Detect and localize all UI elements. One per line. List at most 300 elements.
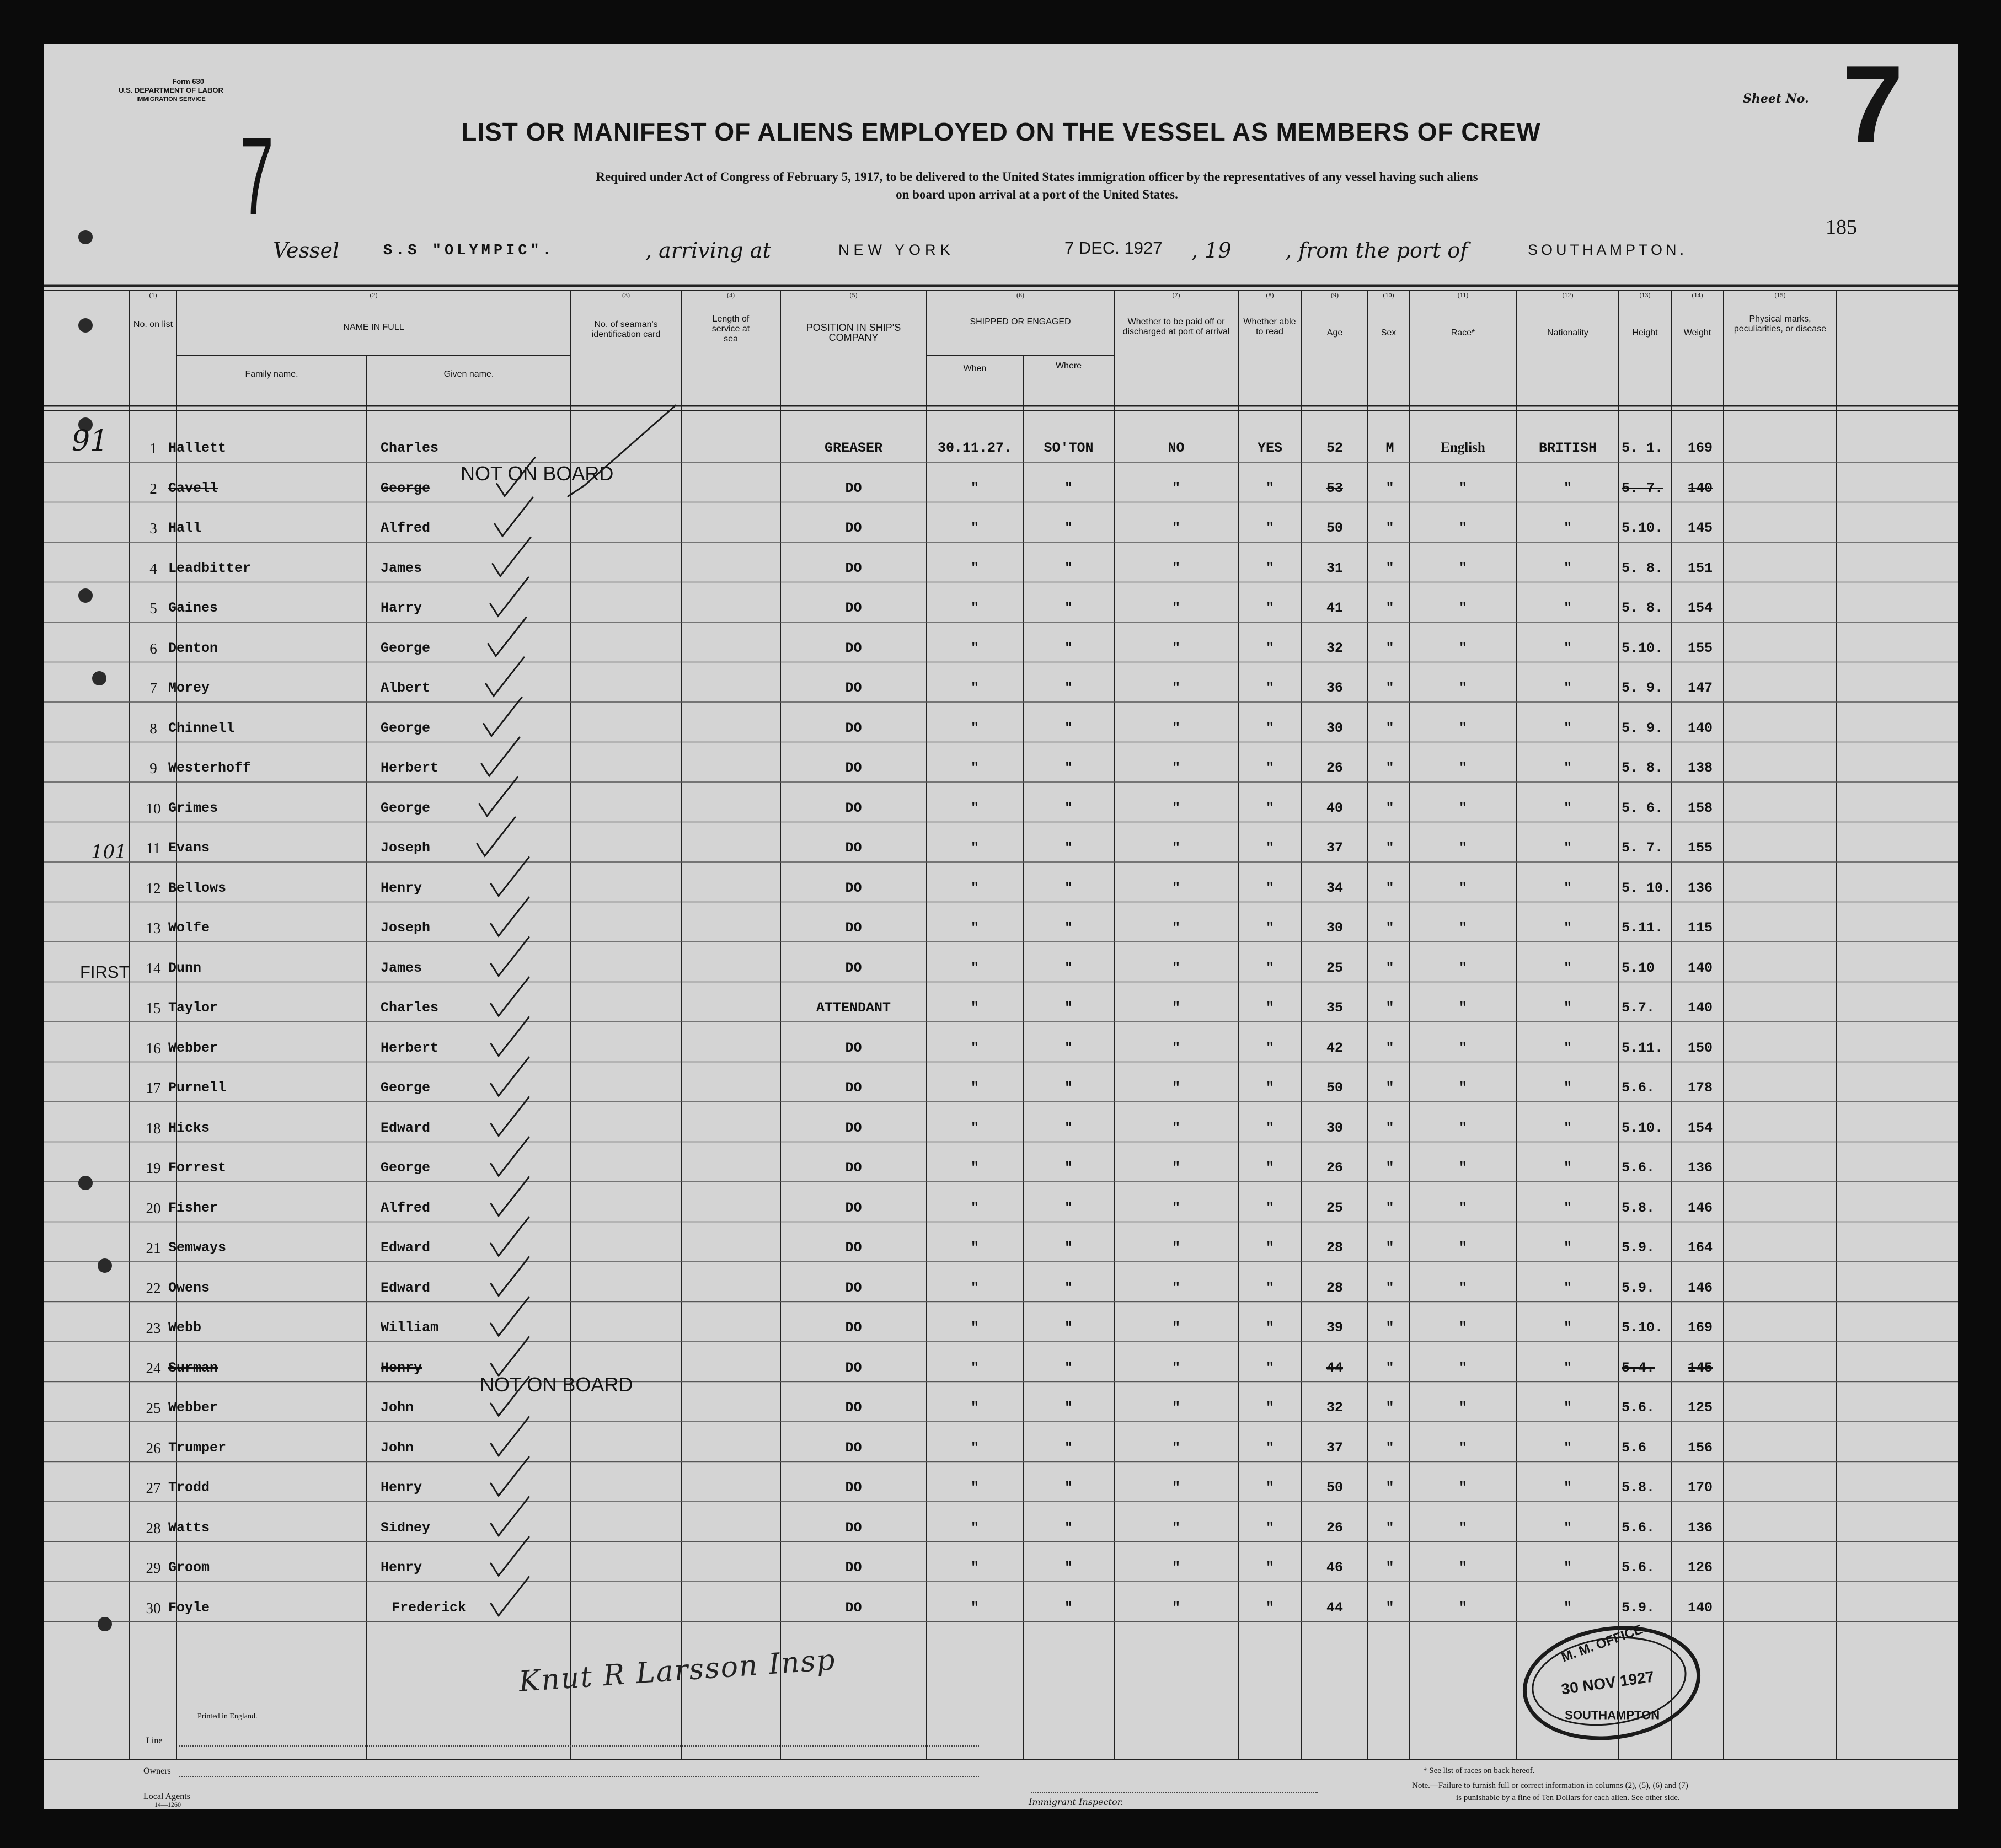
nationality-cell: " <box>1563 1000 1572 1016</box>
row-number: 3 <box>149 520 157 537</box>
given-name: Charles <box>381 440 439 456</box>
weight: 145 <box>1687 520 1713 536</box>
race-cell: " <box>1458 520 1467 536</box>
col-2-given-header: Given name. <box>443 369 494 379</box>
read-cell: " <box>1265 600 1274 616</box>
position: DO <box>845 1080 862 1096</box>
family-name: Denton <box>168 640 218 656</box>
printed-in: Printed in England. <box>197 1712 258 1721</box>
given-name: Herbert <box>381 760 439 776</box>
nationality-cell: " <box>1563 1480 1572 1496</box>
race-cell: " <box>1458 880 1467 896</box>
race-cell: " <box>1458 1400 1467 1416</box>
sex-cell: " <box>1385 1320 1394 1336</box>
weight: 126 <box>1687 1560 1713 1576</box>
from-port-label: , from the port of <box>1285 238 1468 263</box>
weight: 147 <box>1687 680 1713 696</box>
nationality-cell: " <box>1563 720 1572 736</box>
weight: 154 <box>1687 600 1713 616</box>
race-cell: " <box>1458 1359 1467 1376</box>
given-name: George <box>381 480 431 496</box>
read-cell: " <box>1265 640 1274 656</box>
race-cell: " <box>1458 1040 1467 1056</box>
margin-note-first: FIRST <box>80 962 130 982</box>
where-cell: " <box>1064 720 1073 736</box>
height: 5.10 <box>1622 960 1655 976</box>
col-8-header: Whether able to read <box>1243 317 1296 336</box>
nationality-cell: " <box>1563 1040 1572 1056</box>
age: 35 <box>1326 1000 1343 1016</box>
col-6-header: SHIPPED OR ENGAGED <box>970 317 1071 326</box>
where-cell: SO'TON <box>1044 440 1094 456</box>
age: 31 <box>1326 560 1343 576</box>
where-cell: " <box>1064 640 1073 656</box>
age: 37 <box>1326 1439 1343 1456</box>
where-cell: " <box>1064 920 1073 936</box>
sex-cell: " <box>1385 680 1394 696</box>
sex-cell: " <box>1385 1359 1394 1376</box>
read-cell: " <box>1265 1320 1274 1336</box>
family-name: Groom <box>168 1560 210 1576</box>
nationality-cell: " <box>1563 1400 1572 1416</box>
height: 5.10. <box>1622 520 1663 536</box>
where-cell: " <box>1064 1160 1073 1176</box>
age: 52 <box>1326 440 1343 456</box>
height: 5.6. <box>1622 1160 1655 1176</box>
row-number: 30 <box>146 1599 161 1616</box>
given-name: George <box>381 1080 431 1096</box>
agents-code: 14—1260 <box>154 1801 181 1808</box>
weight: 140 <box>1687 960 1713 976</box>
age: 28 <box>1326 1279 1343 1296</box>
height: 5.10. <box>1622 1119 1663 1136</box>
given-name: Harry <box>381 600 422 616</box>
paid-off-cell: " <box>1171 1199 1180 1216</box>
race-cell: " <box>1458 1519 1467 1536</box>
paid-off-cell: " <box>1171 520 1180 536</box>
given-name: Joseph <box>381 840 431 856</box>
col-6-where-header: Where <box>1055 361 1082 371</box>
weight: 136 <box>1687 1519 1713 1536</box>
vessel-label: Vessel <box>273 238 340 263</box>
race-cell: " <box>1458 1240 1467 1256</box>
row-number: 12 <box>146 880 161 897</box>
col-13-num: (13) <box>1639 291 1651 299</box>
sex-cell: " <box>1385 960 1394 976</box>
sex-cell: " <box>1385 1560 1394 1576</box>
row-number: 21 <box>146 1240 161 1256</box>
height: 5. 8. <box>1622 600 1663 616</box>
race-cell: " <box>1458 640 1467 656</box>
paid-off-cell: " <box>1171 640 1180 656</box>
read-cell: " <box>1265 1040 1274 1056</box>
height: 5.10. <box>1622 640 1663 656</box>
paid-off-cell: " <box>1171 1240 1180 1256</box>
read-cell: " <box>1265 1519 1274 1536</box>
where-cell: " <box>1064 1240 1073 1256</box>
where-cell: " <box>1064 560 1073 576</box>
given-name: James <box>381 560 422 576</box>
given-name: James <box>381 960 422 976</box>
given-name: John <box>381 1439 414 1456</box>
where-cell: " <box>1064 1480 1073 1496</box>
weight: 156 <box>1687 1439 1713 1456</box>
position: DO <box>845 1320 862 1336</box>
family-name: Webber <box>168 1040 218 1056</box>
given-name: Joseph <box>381 920 431 936</box>
race-cell: " <box>1458 1439 1467 1456</box>
position: DO <box>845 1519 862 1536</box>
arriving-label: , arriving at <box>645 238 771 263</box>
position: DO <box>845 560 862 576</box>
col-10-header: Sex <box>1381 328 1397 338</box>
col-12-header: Nationality <box>1547 328 1588 338</box>
col-2-family-header: Family name. <box>245 369 298 379</box>
read-cell: " <box>1265 1240 1274 1256</box>
given-name: Albert <box>381 680 431 696</box>
arrival-date: 7 DEC. 1927 <box>1064 238 1163 258</box>
weight: 158 <box>1687 800 1713 816</box>
nationality-cell: " <box>1563 1080 1572 1096</box>
row-number: 25 <box>146 1400 161 1416</box>
race-cell: " <box>1458 720 1467 736</box>
paid-off-cell: " <box>1171 1160 1180 1176</box>
paid-off-cell: " <box>1171 1480 1180 1496</box>
weight: 140 <box>1687 1599 1713 1616</box>
not-on-board-note-1: NOT ON BOARD <box>461 462 614 485</box>
sex-cell: " <box>1385 1599 1394 1616</box>
position: DO <box>845 1160 862 1176</box>
where-cell: " <box>1064 1199 1073 1216</box>
paid-off-cell: " <box>1171 480 1180 496</box>
col-5-num: (5) <box>849 291 858 299</box>
where-cell: " <box>1064 1439 1073 1456</box>
family-name: Semways <box>168 1240 227 1256</box>
row-number: 8 <box>149 720 157 737</box>
col-6-num: (6) <box>1016 291 1024 299</box>
paid-off-cell: " <box>1171 1519 1180 1536</box>
paid-off-cell: " <box>1171 1400 1180 1416</box>
where-cell: " <box>1064 1599 1073 1616</box>
read-cell: " <box>1265 960 1274 976</box>
sex-cell: " <box>1385 1240 1394 1256</box>
given-name: George <box>381 720 431 736</box>
nationality-cell: " <box>1563 1199 1572 1216</box>
sex-cell: M <box>1385 440 1394 456</box>
col-7-header: Whether to be paid off or discharged at port of arrival <box>1122 317 1230 336</box>
age: 44 <box>1326 1599 1343 1616</box>
given-name: Henry <box>381 880 422 896</box>
family-name: Hallett <box>168 440 227 456</box>
race-cell: " <box>1458 480 1467 496</box>
where-cell: " <box>1064 960 1073 976</box>
position: DO <box>845 760 862 776</box>
read-cell: " <box>1265 920 1274 936</box>
given-name: Henry <box>381 1560 422 1576</box>
height: 5.11. <box>1622 1040 1663 1056</box>
read-cell: " <box>1265 1560 1274 1576</box>
when-cell: " <box>970 840 979 856</box>
read-cell: " <box>1265 1160 1274 1176</box>
row-number: 28 <box>146 1519 161 1536</box>
age: 46 <box>1326 1560 1343 1576</box>
age: 53 <box>1326 480 1343 496</box>
sex-cell: " <box>1385 1040 1394 1056</box>
paid-off-cell: " <box>1171 1320 1180 1336</box>
family-name: Taylor <box>168 1000 218 1016</box>
row-number: 22 <box>146 1279 161 1297</box>
sex-cell: " <box>1385 1000 1394 1016</box>
sheet-number: 7 <box>1842 43 1904 166</box>
read-cell: " <box>1265 680 1274 696</box>
when-cell: " <box>970 600 979 616</box>
age: 25 <box>1326 960 1343 976</box>
col-9-num: (9) <box>1331 291 1339 299</box>
given-name: George <box>381 640 431 656</box>
sex-cell: " <box>1385 1519 1394 1536</box>
race-cell: " <box>1458 760 1467 776</box>
read-cell: " <box>1265 840 1274 856</box>
height: 5. 7. <box>1622 480 1663 496</box>
when-cell: " <box>970 1320 979 1336</box>
when-cell: " <box>970 1519 979 1536</box>
col-14-header: Weight <box>1683 328 1711 338</box>
given-name: Alfred <box>381 1199 431 1216</box>
height: 5.6 <box>1622 1439 1647 1456</box>
age: 44 <box>1326 1359 1343 1376</box>
col-12-num: (12) <box>1562 291 1574 299</box>
height: 5. 6. <box>1622 800 1663 816</box>
col-9-header: Age <box>1326 328 1343 338</box>
paid-off-cell: " <box>1171 880 1180 896</box>
line-label: Line <box>146 1736 163 1745</box>
stamp-bottom-text: SOUTHAMPTON <box>1565 1708 1660 1722</box>
family-name: Bellows <box>168 880 227 896</box>
given-name: William <box>381 1320 439 1336</box>
sex-cell: " <box>1385 920 1394 936</box>
paid-off-cell: " <box>1171 1000 1180 1016</box>
sex-cell: " <box>1385 1279 1394 1296</box>
when-cell: " <box>970 1400 979 1416</box>
page-title: LIST OR MANIFEST OF ALIENS EMPLOYED ON THE VESSEL AS MEMBERS OF CREW <box>461 117 1541 146</box>
sex-cell: " <box>1385 1480 1394 1496</box>
paid-off-cell: " <box>1171 840 1180 856</box>
inspector-label: Immigrant Inspector. <box>1029 1797 1123 1807</box>
nationality-cell: " <box>1563 1320 1572 1336</box>
where-cell: " <box>1064 600 1073 616</box>
weight: 151 <box>1687 560 1713 576</box>
row-number: 18 <box>146 1119 161 1137</box>
paid-off-cell: " <box>1171 1359 1180 1376</box>
race-cell: " <box>1458 1480 1467 1496</box>
nationality-cell: " <box>1563 840 1572 856</box>
paid-off-cell: " <box>1171 560 1180 576</box>
paid-off-cell: NO <box>1168 440 1185 456</box>
age: 50 <box>1326 520 1343 536</box>
read-cell: " <box>1265 480 1274 496</box>
read-cell: " <box>1265 880 1274 896</box>
position: DO <box>845 640 862 656</box>
where-cell: " <box>1064 1040 1073 1056</box>
read-cell: " <box>1265 1480 1274 1496</box>
col-6-when-header: When <box>963 364 987 373</box>
when-cell: " <box>970 1279 979 1296</box>
when-cell: " <box>970 1000 979 1016</box>
height: 5.6. <box>1622 1400 1655 1416</box>
row-number: 14 <box>146 960 161 977</box>
owners-field <box>179 1776 979 1777</box>
row-number: 9 <box>149 760 157 776</box>
nationality-cell: " <box>1563 1599 1572 1616</box>
family-name: Fisher <box>168 1199 218 1216</box>
given-name: Edward <box>381 1240 431 1256</box>
sex-cell: " <box>1385 600 1394 616</box>
weight: 164 <box>1687 1240 1713 1256</box>
position: DO <box>845 840 862 856</box>
col-14-num: (14) <box>1692 291 1703 299</box>
paid-off-cell: " <box>1171 1560 1180 1576</box>
read-cell: " <box>1265 1599 1274 1616</box>
col-4-num: (4) <box>727 291 735 299</box>
where-cell: " <box>1064 1000 1073 1016</box>
position: DO <box>845 1279 862 1296</box>
form-number: Form 630 <box>172 77 204 85</box>
row-number: 23 <box>146 1320 161 1336</box>
weight: 146 <box>1687 1199 1713 1216</box>
where-cell: " <box>1064 680 1073 696</box>
position: DO <box>845 520 862 536</box>
sheet-label: Sheet No. <box>1743 92 1809 106</box>
sex-cell: " <box>1385 720 1394 736</box>
year-label: , 19 <box>1191 238 1232 263</box>
when-cell: " <box>970 920 979 936</box>
given-name: Herbert <box>381 1040 439 1056</box>
fine-note-2: is punishable by a fine of Ten Dollars for each alien. See other side. <box>1456 1793 1680 1802</box>
agents-label: Local Agents <box>143 1792 190 1801</box>
page-number: 185 <box>1826 216 1857 239</box>
age: 32 <box>1326 640 1343 656</box>
line-field <box>179 1745 979 1747</box>
age: 34 <box>1326 880 1343 896</box>
age: 36 <box>1326 680 1343 696</box>
when-cell: " <box>970 960 979 976</box>
read-cell: " <box>1265 800 1274 816</box>
when-cell: " <box>970 1160 979 1176</box>
read-cell: " <box>1265 1359 1274 1376</box>
age: 30 <box>1326 1119 1343 1136</box>
when-cell: " <box>970 1480 979 1496</box>
age: 28 <box>1326 1240 1343 1256</box>
weight: 169 <box>1687 1320 1713 1336</box>
sex-cell: " <box>1385 1439 1394 1456</box>
paid-off-cell: " <box>1171 1279 1180 1296</box>
family-name: Hicks <box>168 1119 210 1136</box>
row-number: 17 <box>146 1080 161 1096</box>
weight: 145 <box>1687 1359 1713 1376</box>
row-number: 5 <box>149 600 157 617</box>
row-number: 7 <box>149 680 157 697</box>
read-cell: " <box>1265 760 1274 776</box>
department-name: U.S. DEPARTMENT OF LABOR <box>119 86 223 94</box>
nationality-cell: " <box>1563 640 1572 656</box>
row-number: 10 <box>146 800 161 817</box>
position: DO <box>845 1480 862 1496</box>
weight: 140 <box>1687 1000 1713 1016</box>
family-name: Chinnell <box>168 720 235 736</box>
weight: 125 <box>1687 1400 1713 1416</box>
family-name: Surman <box>168 1359 218 1376</box>
when-cell: " <box>970 1359 979 1376</box>
where-cell: " <box>1064 1080 1073 1096</box>
subtitle-line-2: on board upon arrival at a port of the United States. <box>896 188 1178 201</box>
where-cell: " <box>1064 480 1073 496</box>
nationality-cell: " <box>1563 600 1572 616</box>
age: 30 <box>1326 920 1343 936</box>
read-cell: YES <box>1257 440 1282 456</box>
height: 5. 7. <box>1622 840 1663 856</box>
family-name: Cavell <box>168 480 218 496</box>
fine-note-1: Note.—Failure to furnish full or correct information in columns (2), (5), (6) and (7) <box>1412 1781 1688 1790</box>
sex-cell: " <box>1385 1199 1394 1216</box>
when-cell: " <box>970 760 979 776</box>
position: DO <box>845 1439 862 1456</box>
row-number: 19 <box>146 1160 161 1176</box>
race-cell: " <box>1458 1279 1467 1296</box>
col-7-num: (7) <box>1172 291 1180 299</box>
col-11-header: Race* <box>1451 328 1475 338</box>
row-number: 27 <box>146 1480 161 1496</box>
when-cell: " <box>970 720 979 736</box>
given-name: Henry <box>381 1480 422 1496</box>
sex-cell: " <box>1385 560 1394 576</box>
nationality-cell: " <box>1563 920 1572 936</box>
paid-off-cell: " <box>1171 800 1180 816</box>
age: 26 <box>1326 1160 1343 1176</box>
nationality-cell: " <box>1563 800 1572 816</box>
col-3-num: (3) <box>622 291 630 299</box>
height: 5.8. <box>1622 1480 1655 1496</box>
row-number: 6 <box>149 640 157 657</box>
nationality-cell: " <box>1563 1519 1572 1536</box>
row-number: 11 <box>146 840 160 856</box>
nationality-cell: " <box>1563 1119 1572 1136</box>
family-name: Purnell <box>168 1080 227 1096</box>
position: DO <box>845 1119 862 1136</box>
when-cell: " <box>970 1119 979 1136</box>
where-cell: " <box>1064 880 1073 896</box>
nationality-cell: " <box>1563 560 1572 576</box>
when-cell: " <box>970 800 979 816</box>
sex-cell: " <box>1385 1400 1394 1416</box>
race-cell: " <box>1458 1160 1467 1176</box>
arrival-port: NEW YORK <box>838 242 955 258</box>
race-cell: English <box>1441 440 1485 455</box>
read-cell: " <box>1265 1439 1274 1456</box>
position: DO <box>845 480 862 496</box>
age: 39 <box>1326 1320 1343 1336</box>
race-cell: " <box>1458 1119 1467 1136</box>
age: 41 <box>1326 600 1343 616</box>
weight: 136 <box>1687 880 1713 896</box>
race-cell: " <box>1458 560 1467 576</box>
sex-cell: " <box>1385 880 1394 896</box>
margin-note-91: 91 <box>72 425 109 458</box>
col-4-header: Length of service at sea <box>711 314 750 344</box>
family-name: Leadbitter <box>168 560 252 576</box>
race-cell: " <box>1458 800 1467 816</box>
sex-cell: " <box>1385 520 1394 536</box>
where-cell: " <box>1064 1519 1073 1536</box>
